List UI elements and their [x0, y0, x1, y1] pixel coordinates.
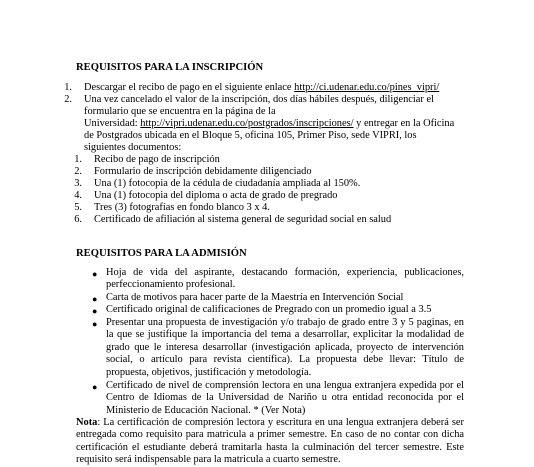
step-number: 1. — [64, 82, 72, 93]
admision-note — [76, 417, 464, 467]
registration-link[interactable]: http://vipri.udenar.edu.co/postgrados/inscripciones/ — [140, 118, 354, 129]
document-number: 5. — [74, 202, 82, 213]
admision-heading: REQUISITOS PARA LA ADMISIÓN — [76, 248, 247, 259]
admision-bullet-item: Hoja de vida del aspirante, destacando formación, experiencia, publicaciones, perfeccionamiento profesional. — [106, 267, 464, 291]
step-2-line: formulario que se encuentra en la página de la — [84, 106, 276, 117]
document-item: Formulario de inscripción debidamente diligenciado — [94, 166, 312, 177]
note-text: : La certificación de compresión lectora y escritura en una lengua extranjera deberá ser entregada como requisito para matricula a primer semestre. En caso de no contar con dicha certificación el estudiante deberá tramitarla hasta la culminación del tercer semestre. Este requisito será indispensable para la matricula a cuarto semestre. — [76, 417, 464, 466]
document-number: 6. — [74, 214, 82, 225]
step-1-text — [84, 82, 439, 94]
step-number: 2. — [64, 94, 72, 105]
step-2-line-text: y entregar en la Oficina — [353, 118, 455, 129]
admision-bullet-item: Certificado de nivel de comprensión lectora en una lengua extranjera expedida por el Centro de Idiomas de la Universidad de Nariño u otra entidad reconocida por el Ministerio de Educación Nacional. * (Ver Nota) — [106, 380, 464, 416]
step-2-line: de Postgrados ubicada en el Bloque 5, oficina 105, Primer Piso, sede VIPRI, los — [84, 130, 417, 141]
bullet-icon: ● — [92, 269, 98, 279]
admision-bullet-item: Certificado original de calificaciones de Pregrado con un promedio igual a 3.5 — [106, 304, 432, 315]
document-item: Certificado de afiliación al sistema general de seguridad social en salud — [94, 214, 392, 225]
bullet-icon: ● — [92, 382, 98, 392]
bullet-icon: ● — [92, 319, 98, 329]
document-number: 3. — [74, 178, 82, 189]
step-1-label: Descargar el recibo de pago en el siguiente enlace — [84, 82, 295, 93]
step-2-line: siguientes documentos: — [84, 142, 182, 153]
document-item: Una (1) fotocopia del diploma o acta de grado de pregrado — [94, 190, 338, 201]
payment-receipt-link[interactable]: http://ci.udenar.edu.co/pines_vipri/ — [294, 82, 440, 93]
admision-bullet-item: Carta de motivos para hacer parte de la Maestría en Intervención Social — [106, 292, 404, 303]
bullet-icon: ● — [92, 294, 98, 304]
document-number: 2. — [74, 166, 82, 177]
document-number: 1. — [74, 154, 82, 165]
step-2-line — [84, 118, 454, 130]
admision-bullet-item: Presentar una propuesta de investigación y/o trabajo de grado entre 3 y 5 paginas, en la que se justifique la importancia del tema a desarrollar, explicitar la modalidad de grado que le interesa desarrollar (investigación aplicada, proyecto de intervención social, o artículo para revista científica). La propuesta debe llevar: Título de propuesta, objetivos, justificación y metodología. — [106, 317, 464, 378]
step-2-line-text: Universidad: — [84, 118, 141, 129]
bullet-icon: ● — [92, 306, 98, 316]
document-item: Una (1) fotocopia de la cédula de ciudadanía ampliada al 150%. — [94, 178, 361, 189]
document-item: Recibo de pago de inscripción — [94, 154, 220, 165]
note-label: Nota — [76, 417, 98, 428]
document-item: Tres (3) fotografías en fondo blanco 3 x 4. — [94, 202, 270, 213]
document-number: 4. — [74, 190, 82, 201]
step-2-line: Una vez cancelado el valor de la inscripción, dos días hábiles después, diligenciar el — [84, 94, 434, 105]
inscripcion-heading: REQUISITOS PARA LA INSCRIPCIÓN — [76, 62, 264, 73]
